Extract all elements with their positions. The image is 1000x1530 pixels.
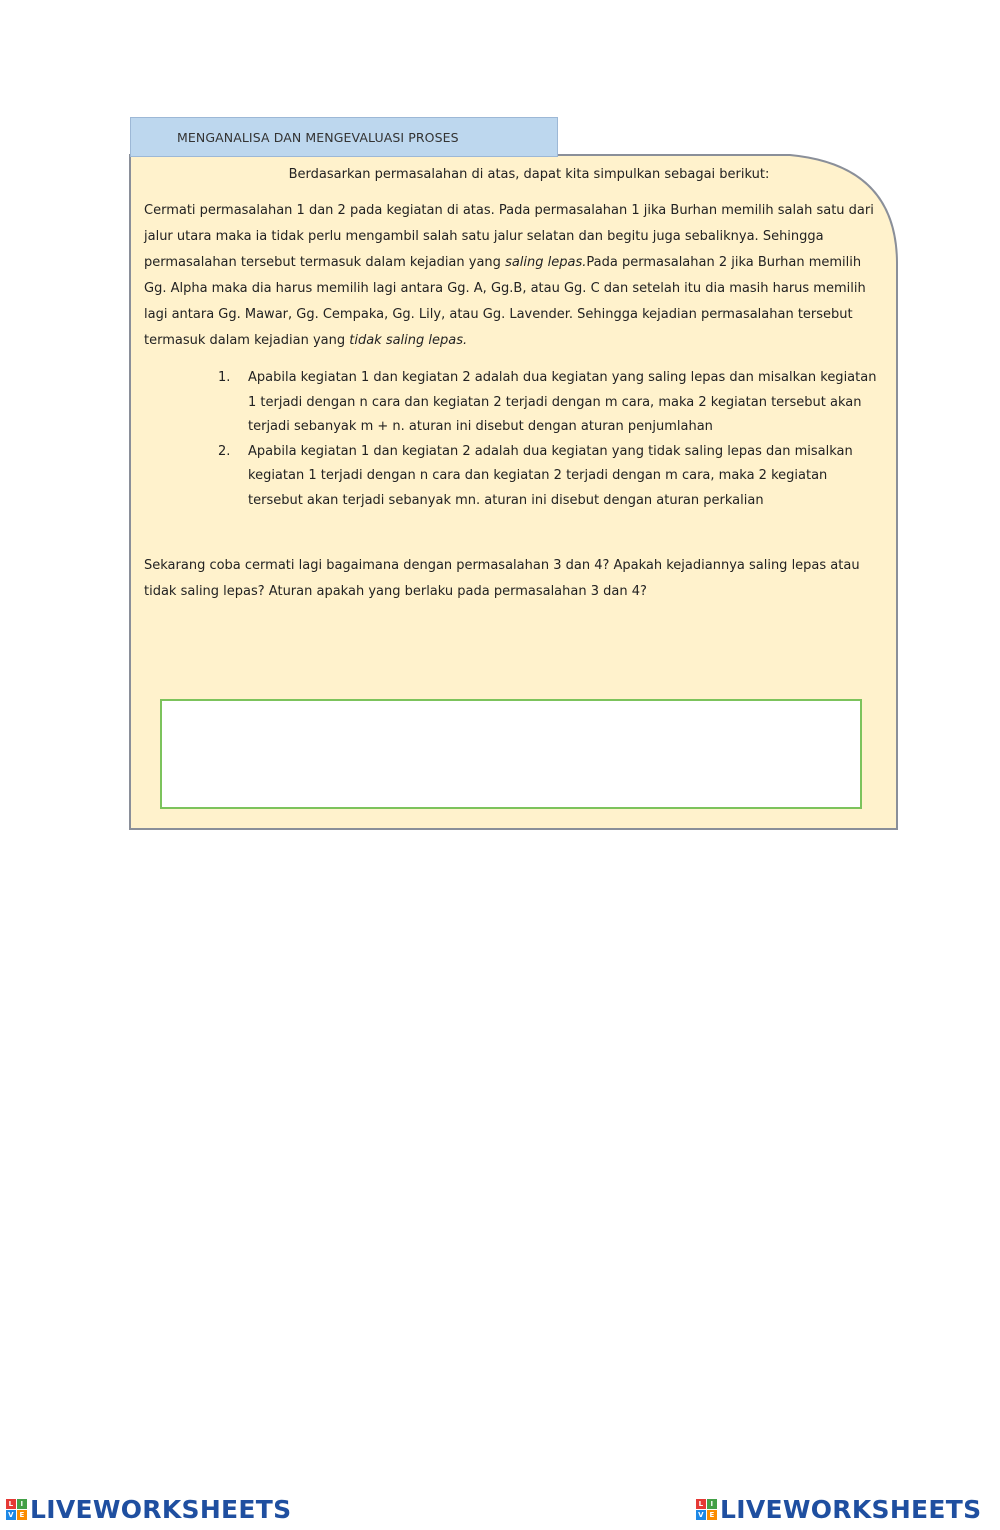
explanation-paragraph bbox=[144, 198, 884, 354]
intro-text: Berdasarkan permasalahan di atas, dapat kita simpulkan sebagai berikut: bbox=[288, 167, 770, 182]
section-tab-title: MENGANALISA DAN MENGEVALUASI PROSES bbox=[130, 117, 558, 157]
rule-item bbox=[144, 366, 884, 440]
rule-text: Apabila kegiatan 1 dan kegiatan 2 adalah dua kegiatan yang tidak saling lepas dan misalkan kegiatan 1 terjadi dengan n cara dan kegiatan 2 terjadi dengan m cara, maka 2 kegiatan tersebut akan terjadi sebanyak mn. aturan ini disebut dengan aturan perkalian bbox=[248, 443, 853, 508]
rule-item bbox=[144, 440, 884, 514]
question-text: Sekarang coba cermati lagi bagaimana dengan permasalahan 3 dan 4? Apakah kejadiannya saling lepas atau tidak saling lepas? Aturan apakah yang berlaku pada permasalahan 3 dan 4? bbox=[144, 558, 860, 599]
brand-text: LIVEWORKSHEETS bbox=[720, 1494, 982, 1524]
liveworksheets-logo-left bbox=[6, 1492, 291, 1526]
rule-number: 1. bbox=[218, 370, 231, 385]
rule-number: 2. bbox=[218, 443, 231, 459]
rules-list bbox=[144, 366, 884, 513]
liveworksheets-mark-icon: L I V E bbox=[6, 1499, 27, 1520]
paragraph-text-1: Cermati permasalahan 1 dan 2 pada kegiatan di atas. Pada permasalahan 1 jika Burhan memilih salah satu dari jalur utara maka ia tidak perlu mengambil salah satu jalur selatan dan begitu juga sebaliknya. Sehingga permasalahan tersebut termasuk dalam kejadian yang bbox=[144, 203, 874, 270]
rule-text: Apabila kegiatan 1 dan kegiatan 2 adalah dua kegiatan yang saling lepas dan misalkan kegiatan 1 terjadi dengan n cara dan kegiatan 2 terjadi dengan m cara, maka 2 kegiatan tersebut akan terjadi sebanyak m + n. aturan ini disebut dengan aturan penjumlahan bbox=[248, 370, 877, 434]
brand-text: LIVEWORKSHEETS bbox=[30, 1494, 292, 1524]
term-tidak-saling-lepas: tidak saling lepas. bbox=[349, 333, 468, 348]
liveworksheets-logo-right bbox=[696, 1492, 981, 1526]
answer-input-box[interactable] bbox=[160, 699, 862, 809]
term-saling-lepas: saling lepas. bbox=[505, 255, 587, 270]
worksheet-content bbox=[144, 162, 884, 605]
liveworksheets-mark-icon: L I V E bbox=[696, 1499, 717, 1520]
paragraph-text-2: Pada permasalahan 2 jika Burhan memilih Gg. Alpha maka dia harus memilih lagi antara Gg. A, Gg.B, atau Gg. C dan setelah itu dia masih harus memilih lagi antara Gg. Mawar, Gg. Cempaka, Gg. Lily, atau Gg. Lavender. Sehingga kejadian permasalahan tersebut termasuk dalam kejadian yang bbox=[144, 255, 866, 348]
